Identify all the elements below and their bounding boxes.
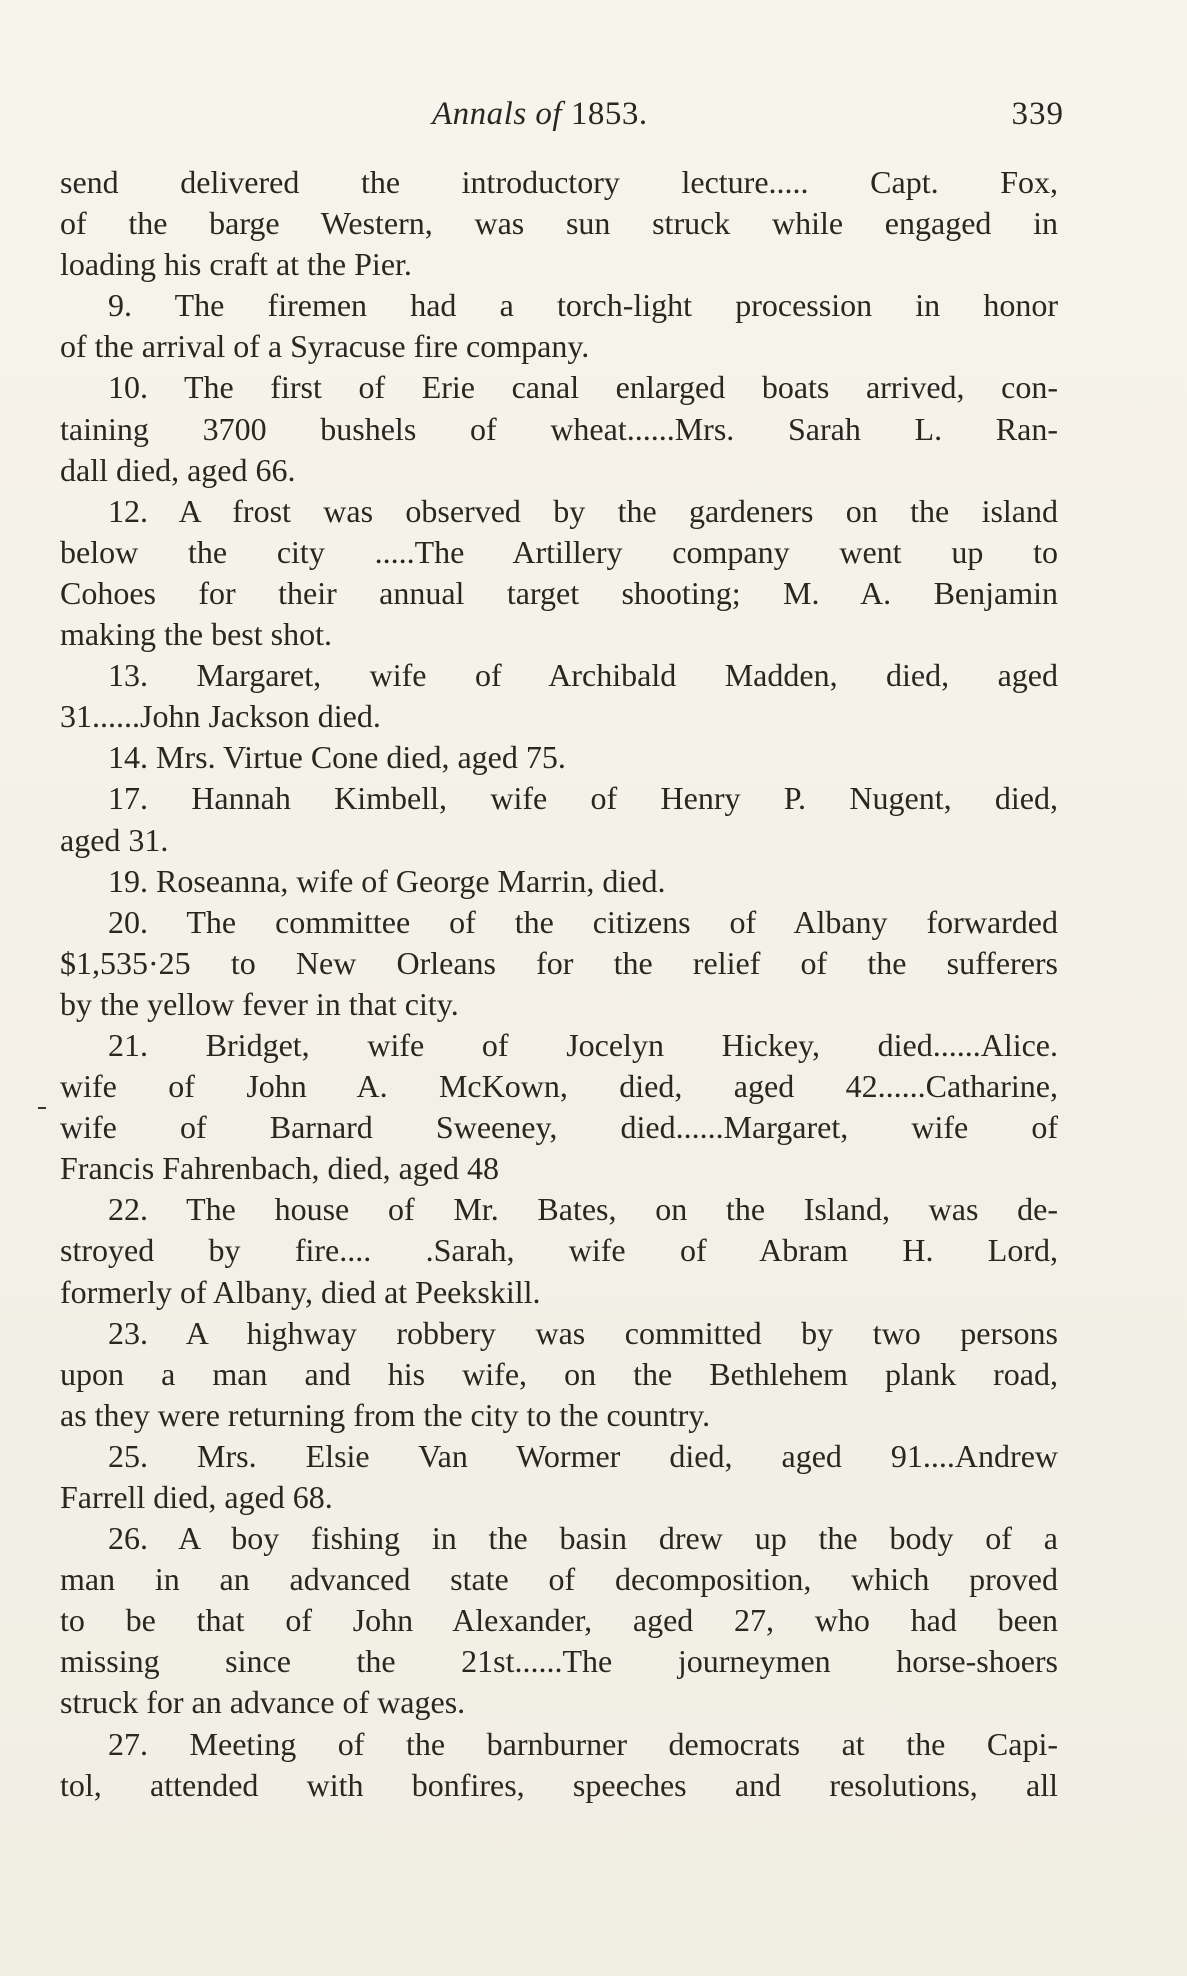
text-line: 26. A boy fishing in the basin drew up the body of a — [108, 1520, 1058, 1557]
text-line: of the barge Western, was sun struck while engaged in — [60, 205, 1058, 242]
text-line: to be that of John Alexander, aged 27, who had been — [60, 1602, 1058, 1639]
text-line: 20. The committee of the citizens of Albany forwarded — [108, 903, 1058, 940]
text-line: of the arrival of a Syracuse fire company. — [60, 328, 590, 365]
text-line: man in an advanced state of decomposition, which proved — [60, 1561, 1058, 1598]
text-line: stroyed by fire.... .Sarah, wife of Abram H. Lord, — [60, 1232, 1058, 1269]
text-line: formerly of Albany, died at Peekskill. — [60, 1273, 541, 1310]
text-line: 27. Meeting of the barnburner democrats at the Capi- — [108, 1725, 1058, 1762]
text-line: Farrell died, aged 68. — [60, 1479, 333, 1515]
text-line: missing since the 21st......The journeymen horse-shoers — [60, 1643, 1058, 1680]
text-line: 13. Margaret, wife of Archibald Madden, died, aged — [108, 657, 1058, 694]
text-line: 22. The house of Mr. Bates, on the Island, was de- — [108, 1191, 1058, 1228]
text-line: 9. The firemen had a torch-light procession in honor — [108, 287, 1058, 324]
title-word-of: of — [535, 96, 563, 132]
text-line: Francis Fahrenbach, died, aged 48 — [60, 1150, 499, 1187]
text-line: Cohoes for their annual target shooting; M. A. Benjamin — [60, 574, 1058, 611]
running-title — [432, 96, 648, 133]
text-line: taining 3700 bushels of wheat......Mrs. Sarah L. Ran- — [60, 410, 1058, 447]
text-line: as they were returning from the city to the country. — [60, 1396, 711, 1433]
text-line: wife of John A. McKown, died, aged 42......Catharine, — [60, 1068, 1058, 1105]
text-line: send delivered the introductory lecture..... Capt. Fox, — [60, 164, 1058, 200]
page-number: 339 — [1011, 96, 1064, 132]
text-line: 19. Roseanna, wife of George Marrin, died. — [108, 862, 666, 899]
text-line: making the best shot. — [60, 616, 332, 653]
text-line: 21. Bridget, wife of Jocelyn Hickey, died......Alice. — [108, 1026, 1058, 1063]
text-line: 10. The first of Erie canal enlarged boats arrived, con- — [108, 369, 1058, 406]
text-line: 25. Mrs. Elsie Van Wormer died, aged 91....Andrew — [108, 1437, 1058, 1474]
margin-mark — [38, 1107, 46, 1109]
text-line: dall died, aged 66. — [60, 451, 296, 488]
text-line: loading his craft at the Pier. — [60, 246, 412, 283]
text-line: 31......John Jackson died. — [60, 698, 381, 735]
title-word-annals: Annals — [432, 96, 527, 132]
text-line: upon a man and his wife, on the Bethlehem plank road, — [60, 1355, 1058, 1392]
text-line: 23. A highway robbery was committed by two persons — [108, 1314, 1058, 1351]
text-line: 17. Hannah Kimbell, wife of Henry P. Nugent, died, — [108, 780, 1058, 817]
running-header — [60, 96, 1064, 146]
text-line: aged 31. — [60, 821, 169, 858]
text-line: wife of Barnard Sweeney, died......Margaret, wife of — [60, 1109, 1058, 1146]
text-line: below the city .....The Artillery company went up to — [60, 533, 1058, 570]
body-text — [60, 162, 1058, 1806]
text-line: tol, attended with bonfires, speeches and resolutions, all — [60, 1766, 1058, 1803]
text-line: by the yellow fever in that city. — [60, 985, 459, 1022]
text-line: 14. Mrs. Virtue Cone died, aged 75. — [108, 739, 566, 776]
title-year: 1853. — [570, 96, 648, 132]
text-line: 12. A frost was observed by the gardeners on the island — [108, 492, 1058, 529]
text-line: struck for an advance of wages. — [60, 1684, 466, 1721]
text-line: $1,535·25 to New Orleans for the relief of the sufferers — [60, 944, 1058, 981]
